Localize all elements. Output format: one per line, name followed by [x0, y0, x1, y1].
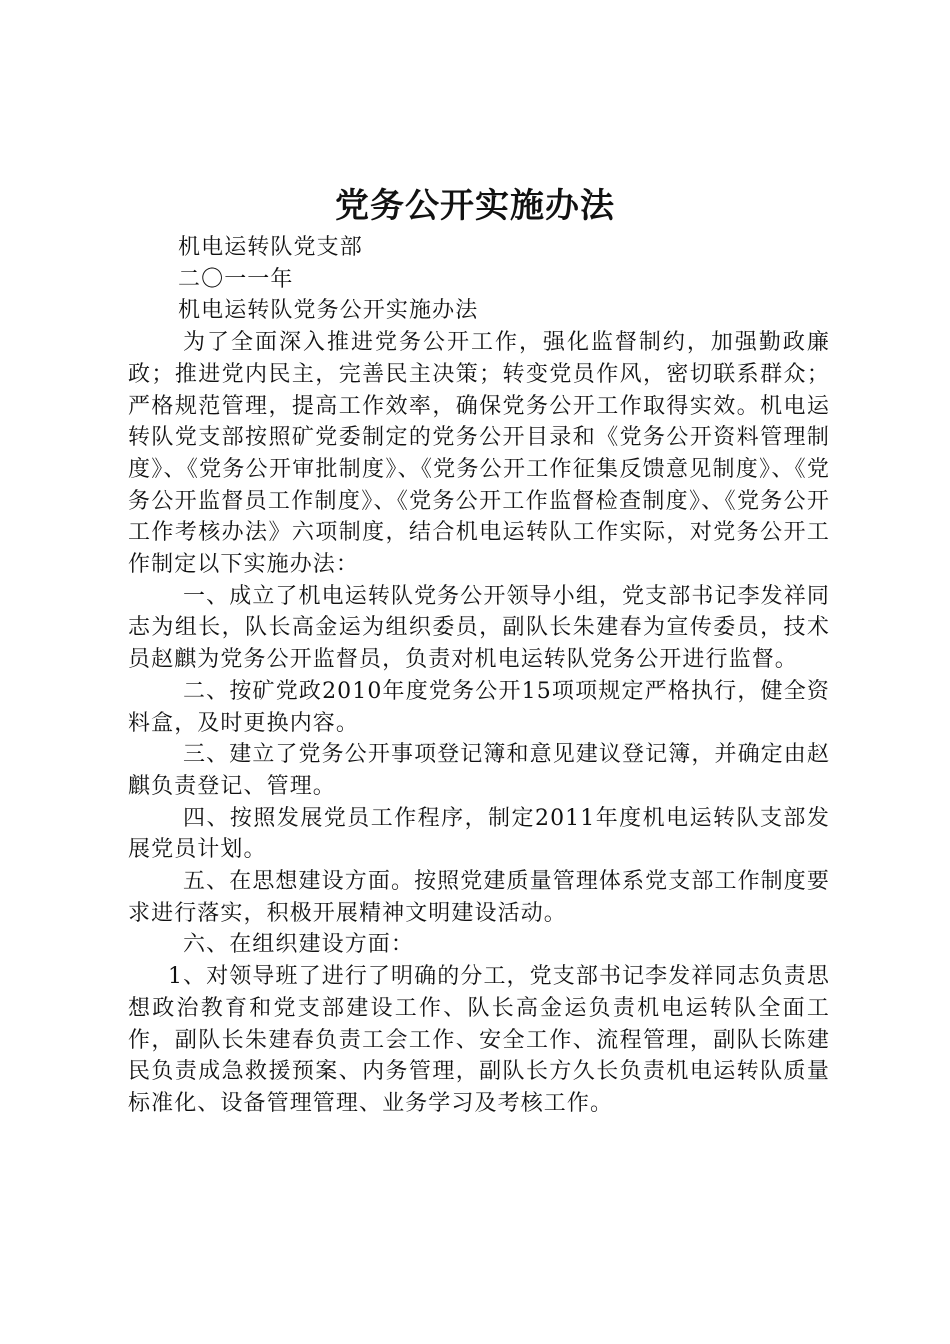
year-line: 二〇一一年: [178, 266, 294, 292]
section-five-paragraph: 五、在思想建设方面。按照党建质量管理体系党支部工作制度要求进行落实，积极开展精神文明建设活动。: [128, 869, 830, 926]
section-two-paragraph: 二、按矿党政2010年度党务公开15项项规定严格执行，健全资料盒，及时更换内容。: [128, 678, 830, 736]
intro-paragraph: 为了全面深入推进党务公开工作，强化监督制约，加强勤政廉政；推进党内民主，完善民主决策；转变党员作风，密切联系群众；严格规范管理，提高工作效率，确保党务公开工作取得实效。机电运转队党支部按照矿党委制定的党务公开目录和《党务公开资料管理制度》、《党务公开审批制度》、《党务公开工作征集反馈意见制度》、《党务公开监督员工作制度》、《党务公开工作监督检查制度》、《党务公开工作考核办法》六项制度，结合机电运转队工作实际，对党务公开工作制定以下实施办法：: [128, 330, 830, 578]
document-title: 党务公开实施办法: [335, 186, 615, 226]
section-one-paragraph: 一、成立了机电运转队党务公开领导小组，党支部书记李发祥同志为组长，队长高金运为组织委员，副队长朱建春为宣传委员，技术员赵麒为党务公开监督员，负责对机电运转队党务公开进行监督。: [128, 583, 830, 673]
document-body: [128, 232, 830, 1120]
section-four-paragraph: 四、按照发展党员工作程序，制定2011年度机电运转队支部发展党员计划。: [128, 805, 830, 863]
section-six-heading: 六、在组织建设方面：: [183, 932, 415, 958]
issuer-line: 机电运转队党支部: [178, 235, 363, 260]
subtitle-line: 机电运转队党务公开实施办法: [178, 298, 479, 324]
section-three-paragraph: 三、建立了党务公开事项登记簿和意见建议登记簿，并确定由赵麒负责登记、管理。: [128, 742, 830, 799]
section-six-item-one: 1、对领导班了进行了明确的分工，党支部书记李发祥同志负责思想政治教育和党支部建设工作、队长高金运负责机电运转队全面工作，副队长朱建春负责工会工作、安全工作、流程管理，副队长陈建民负责成急救援预案、内务管理，副队长方久长负责机电运转队质量标准化、设备管理管理、业务学习及考核工作。: [128, 964, 830, 1116]
